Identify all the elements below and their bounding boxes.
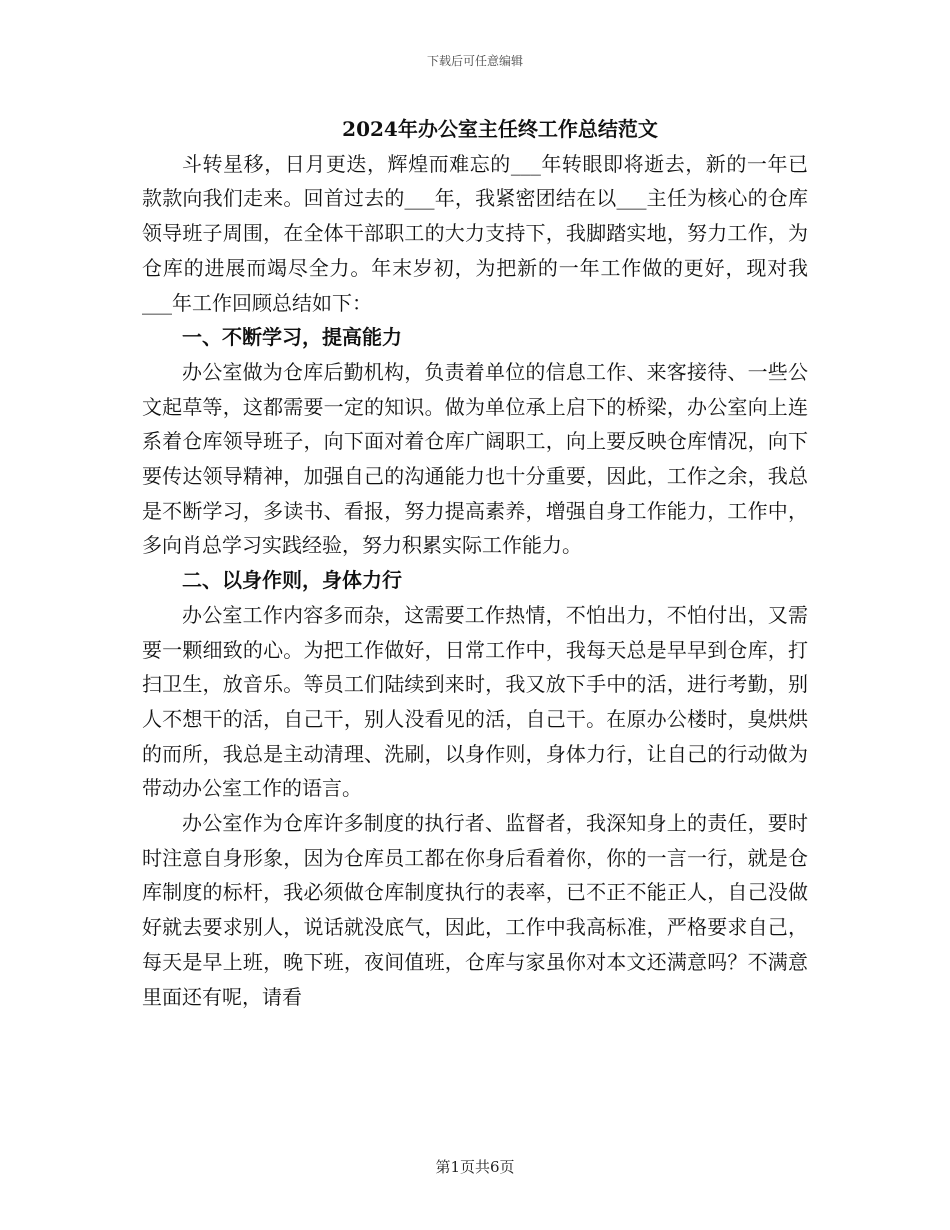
section-heading-1: 一、不断学习，提高能力 xyxy=(182,325,402,350)
paragraph-example: 办公室工作内容多而杂，这需要工作热情，不怕出力，不怕付出，又需要一颗细致的心。为把工作做好，日常工作中，我每天总是早早到仓库，打扫卫生，放音乐。等员工们陆续到来时，我又放下手中的活，进行考勤，别人不想干的活，自己干，别人没看见的活，自己干。在原办公楼时，臭烘烘的而所，我总是主动清理、洗刷，以身作则，身体力行，让自己的行动做为带动办公室工作的语言。 xyxy=(142,602,808,801)
paragraph-intro: 斗转星移，日月更迭，辉煌而难忘的___年转眼即将逝去，新的一年已款款向我们走来。回首过去的___年，我紧密团结在以___主任为核心的仓库领导班子周围，在全体干部职工的大力支持下，我脚踏实地，努力工作，为仓库的进展而竭尽全力。年末岁初，为把新的一年工作做的更好，现对我___年工作回顾总结如下： xyxy=(142,151,808,315)
paragraph-learning: 办公室做为仓库后勤机构，负责着单位的信息工作、来客接待、一些公文起草等，这都需要一定的知识。做为单位承上启下的桥梁，办公室向上连系着仓库领导班子，向下面对着仓库广阔职工，向上要反映仓库情况，向下要传达领导精神，加强自己的沟通能力也十分重要，因此，工作之余，我总是不断学习，多读书、看报，努力提高素养，增强自身工作能力，工作中，多向肖总学习实践经验，努力积累实际工作能力。 xyxy=(142,359,808,558)
document-body xyxy=(142,112,808,1014)
document-title: 2024年办公室主任终工作总结范文 xyxy=(342,117,658,141)
section-heading-2: 二、以身作则，身体力行 xyxy=(182,568,402,593)
paragraph-responsibility: 办公室作为仓库许多制度的执行者、监督者，我深知身上的责任，要时时注意自身形象，因为仓库员工都在你身后看着你，你的一言一行，就是仓库制度的标杆，我必须做仓库制度执行的表率，已不正不能正人，自己没做好就去要求别人，说话就没底气，因此，工作中我高标准，严格要求自己，每天是早上班，晚下班，夜间值班，仓库与家虽你对本文还满意吗？不满意里面还有呢，请看 xyxy=(142,811,808,1009)
page-header-note: 下载后可任意编辑 xyxy=(426,54,523,68)
page-number: 第1页共6页 xyxy=(435,1158,515,1176)
